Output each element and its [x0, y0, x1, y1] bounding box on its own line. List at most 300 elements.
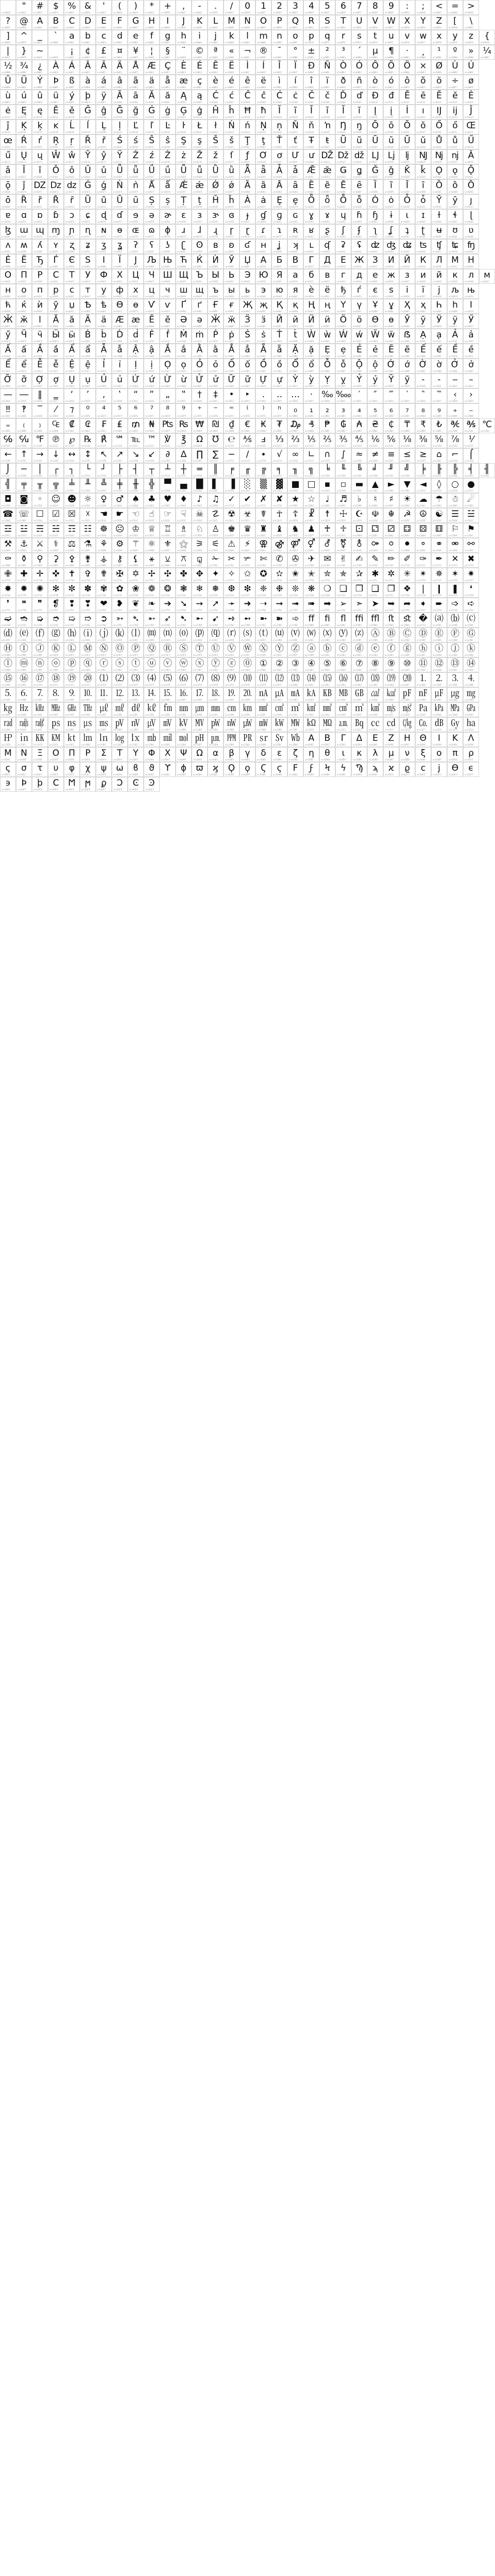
glyph-code-label: uni2489 [433, 684, 441, 686]
glyph-code-label: uni255E [417, 474, 425, 477]
glyph-character: Ⓢ [179, 643, 188, 654]
glyph-code-label: uni0287 [401, 235, 409, 238]
glyph-character: l [246, 31, 249, 41]
glyph-cell [399, 209, 415, 224]
glyph-cell [112, 388, 128, 403]
glyph-code-label: uni26AC [417, 549, 425, 552]
glyph-character: ć [229, 91, 234, 101]
glyph-character: Ŷ [85, 150, 91, 161]
glyph-character: ĕ [452, 91, 458, 101]
glyph-character: ₵ [388, 419, 394, 430]
glyph-code-label: uni24D5 [385, 654, 394, 656]
glyph-code-label: uni252C [145, 474, 154, 477]
glyph-code-label: uni0436 [385, 280, 394, 283]
glyph-cell [463, 657, 479, 672]
glyph-character: ӗ [165, 315, 170, 325]
glyph-cell [399, 134, 415, 149]
glyph-code-label: uni03FC [97, 788, 106, 791]
glyph-code-label: uni01E5 [353, 176, 362, 178]
glyph-code-label: uni212E [225, 445, 234, 447]
glyph-code-label: uni20AD [257, 430, 266, 432]
glyph-character: ȟ [229, 195, 234, 206]
glyph-character: 2 [277, 1, 282, 11]
glyph-code-label: uni0163 [257, 146, 266, 148]
glyph-code-label: uni1EA7 [49, 355, 58, 358]
glyph-character: ë [261, 76, 266, 86]
glyph-character: } [21, 46, 27, 56]
glyph-character: Ǜ [212, 165, 219, 176]
glyph-character: Ψ [180, 748, 187, 758]
glyph-character: ⚠ [227, 539, 236, 549]
glyph-character: Ё [21, 255, 27, 265]
glyph-cell [176, 747, 192, 762]
glyph-code-label: uni33A9 [417, 714, 425, 716]
glyph-character: ɐ [5, 210, 11, 221]
glyph-code-label: uni0281 [305, 235, 314, 238]
glyph-character: ѝ [37, 300, 43, 310]
glyph-cell [383, 164, 399, 179]
glyph-cell [367, 314, 383, 329]
glyph-character: ŧ [326, 135, 329, 146]
glyph-cell [255, 613, 271, 628]
glyph-code-label: uni01DE [241, 176, 250, 178]
glyph-character: ₉ [437, 404, 441, 415]
glyph-code-label: uni0437 [401, 280, 409, 283]
glyph-code-label: uni0496 [241, 310, 250, 313]
glyph-character: ʩ [467, 240, 475, 250]
glyph-cell [176, 732, 192, 747]
glyph-cell [176, 134, 192, 149]
glyph-character: Ỳ [293, 375, 298, 385]
glyph-character: ʚ [228, 240, 235, 250]
glyph-code-label: uni0272 [65, 235, 74, 238]
glyph-cell [271, 553, 287, 568]
glyph-character: ╙ [340, 464, 346, 474]
glyph-cell [463, 30, 479, 45]
glyph-cell [0, 0, 16, 15]
glyph-character: ) [134, 1, 138, 11]
glyph-character: ‷ [437, 389, 441, 400]
glyph-character: ➽ [276, 614, 283, 624]
glyph-code-label: uni2552 [225, 474, 234, 477]
glyph-cell [240, 284, 255, 299]
glyph-code-label: uni2026 [289, 400, 298, 402]
glyph-code-label: uni0420 [33, 280, 42, 283]
glyph-code-label: uni2035 [401, 400, 409, 402]
glyph-code-label: uni27A5 [385, 609, 394, 612]
glyph-code-label: uni0206 [337, 191, 346, 193]
glyph-cell [160, 493, 176, 508]
glyph-cell [64, 284, 80, 299]
glyph-code-label: uni0231 [417, 206, 425, 208]
glyph-character: ŗ [70, 135, 74, 146]
glyph-character: ▓ [276, 479, 283, 489]
glyph-cell [303, 598, 319, 613]
glyph-character: ⑲ [67, 673, 76, 684]
glyph-code-label: uni208C [2, 430, 10, 432]
glyph-cell [287, 418, 303, 433]
glyph-cell [128, 284, 144, 299]
glyph-cell [351, 717, 367, 732]
glyph-cell [208, 329, 224, 344]
glyph-cell [192, 657, 208, 672]
glyph-cell [144, 45, 160, 60]
glyph-character: ⌠ [469, 449, 473, 460]
glyph-cell [16, 0, 32, 15]
glyph-cell [192, 613, 208, 628]
glyph-cell [160, 642, 176, 657]
glyph-character: ṗ [229, 330, 234, 340]
glyph-cell [144, 717, 160, 732]
glyph-code-label: uni0151 [449, 131, 457, 133]
glyph-code-label: uni27BB [241, 624, 250, 626]
glyph-cell [192, 598, 208, 613]
glyph-cell [224, 120, 240, 134]
glyph-code-label: uni01FF [225, 191, 234, 193]
glyph-code-label: uni0274 [97, 235, 106, 238]
glyph-cell [335, 448, 351, 463]
glyph-code-label: uni012A [305, 116, 314, 118]
glyph-character: Ġ [148, 106, 156, 116]
glyph-code-label: uni2699 [113, 549, 122, 552]
glyph-code-label: uni24CD [257, 654, 266, 656]
glyph-code-label: uni0251 [18, 221, 26, 223]
glyph-code-label: uni0022 [18, 11, 26, 14]
glyph-character [48, 46, 63, 57]
glyph-cell [0, 568, 16, 583]
glyph-cell [64, 717, 80, 732]
glyph-character: Ȋ [405, 180, 408, 191]
glyph-code-label: uni00A8 [177, 56, 186, 59]
glyph-cell [176, 613, 192, 628]
glyph-cell [208, 598, 224, 613]
glyph-code-label: uni028A [449, 235, 457, 238]
glyph-character: ⑬ [451, 658, 459, 669]
glyph-code-label: uni2488 [417, 684, 425, 686]
glyph-code-label: uni0168 [337, 146, 346, 148]
glyph-code-label: uni2630 [449, 519, 457, 522]
glyph-character: η [309, 748, 314, 758]
glyph-code-label: uni01D0 [33, 176, 42, 178]
glyph-cell [447, 30, 463, 45]
glyph-cell [287, 433, 303, 448]
glyph-cell [64, 732, 80, 747]
glyph-character: ɜ [197, 210, 202, 221]
glyph-character: Ȓ [53, 195, 59, 206]
glyph-cell [351, 45, 367, 60]
glyph-cell [0, 418, 16, 433]
glyph-code-label: uni01E4 [337, 176, 346, 178]
glyph-code-label: uni042A [193, 280, 202, 283]
glyph-cell [447, 463, 463, 478]
glyph-code-label: uni00DA [465, 71, 473, 74]
glyph-cell [80, 717, 96, 732]
glyph-code-label: uni03DF [337, 773, 346, 776]
glyph-cell [0, 478, 16, 493]
glyph-cell [447, 418, 463, 433]
glyph-cell [447, 120, 463, 134]
glyph-cell [16, 314, 32, 329]
glyph-code-label: uni1EB1 [209, 355, 218, 358]
glyph-code-label: uni1EC8 [97, 370, 106, 372]
glyph-character: Я [276, 270, 283, 280]
glyph-code-label: uni1EC3 [18, 370, 26, 372]
glyph-character: Ậ [132, 345, 139, 355]
glyph-character: ў [53, 300, 59, 310]
glyph-code-label: uni2622 [225, 519, 234, 522]
glyph-cell [48, 478, 64, 493]
glyph-cell [128, 329, 144, 344]
glyph-cell [32, 329, 48, 344]
glyph-cell [16, 508, 32, 523]
glyph-character: Ĺ [69, 121, 75, 131]
glyph-cell [192, 478, 208, 493]
glyph-cell [463, 403, 479, 418]
glyph-character: ㏛ [259, 733, 268, 743]
glyph-character: ㎵ [131, 718, 140, 728]
glyph-character: ﬁ [325, 614, 330, 624]
glyph-code-label: uni2568 [81, 489, 90, 492]
glyph-cell [399, 463, 415, 478]
glyph-cell [335, 0, 351, 15]
glyph-cell [383, 672, 399, 687]
glyph-character: Ỷ [356, 375, 362, 385]
glyph-character: ㎂ [275, 688, 284, 699]
glyph-character: ℡ [131, 434, 141, 445]
glyph-code-label: uni014E [401, 131, 409, 133]
glyph-character: ★ [291, 494, 300, 504]
glyph-code-label: uni00DB [2, 86, 10, 89]
glyph-character: │ [37, 464, 43, 474]
glyph-cell [224, 75, 240, 90]
glyph-cell [447, 134, 463, 149]
glyph-character: ➝ [260, 599, 267, 609]
glyph-character: В [292, 255, 299, 265]
glyph-cell [208, 568, 224, 583]
glyph-code-label: uni01A0 [257, 161, 266, 163]
glyph-code-label: uni24B6 [369, 639, 378, 641]
glyph-code-label: uni1EE9 [145, 385, 154, 387]
glyph-character: ♜ [259, 524, 268, 534]
glyph-character: ⅜ [419, 434, 428, 445]
glyph-cell [287, 478, 303, 493]
glyph-code-label: uni3390 [18, 714, 26, 716]
glyph-character: ☨ [325, 509, 330, 519]
glyph-character: б [309, 270, 314, 280]
glyph-code-label: uni24DB [2, 669, 10, 671]
glyph-character: ϳ [438, 763, 440, 773]
glyph-code-label: uni2495 [145, 699, 154, 701]
glyph-code-label: uni2103 [481, 430, 489, 432]
glyph-character: ľ [150, 121, 153, 131]
glyph-character: ϴ [451, 763, 459, 773]
glyph-character: ą [197, 91, 202, 101]
glyph-code-label: uni03A8 [177, 758, 186, 761]
glyph-character: ☳ [20, 524, 28, 534]
glyph-code-label: uni0454 [369, 295, 378, 298]
glyph-code-label: uni25AC [353, 489, 362, 492]
glyph-cell [224, 134, 240, 149]
glyph-cell [144, 628, 160, 642]
glyph-code-label: uni246A [417, 669, 425, 671]
glyph-character: й [436, 270, 442, 280]
glyph-code-label: uni2745 [209, 594, 218, 597]
glyph-cell [351, 239, 367, 254]
glyph-code-label: uni2721 [129, 579, 138, 582]
glyph-character: ♥ [163, 494, 172, 504]
glyph-character: ⚹ [149, 554, 155, 564]
glyph-character: ɨ [390, 210, 392, 221]
glyph-code-label: uni026D [465, 221, 473, 223]
glyph-character: ° [293, 46, 298, 56]
glyph-cell [128, 254, 144, 269]
glyph-cell [319, 613, 335, 628]
glyph-code-label: uni0268 [385, 221, 394, 223]
glyph-code-label: uni208A [449, 415, 457, 417]
glyph-character: T [340, 16, 346, 26]
glyph-cell [463, 239, 479, 254]
glyph-code-label: uni25B2 [369, 489, 378, 492]
glyph-character: Ź [132, 150, 139, 161]
glyph-code-label: uni006B [225, 41, 234, 44]
glyph-code-label: uni01CD [465, 161, 473, 163]
glyph-cell [431, 120, 447, 134]
glyph-code-label: uni26B4 [65, 564, 74, 567]
glyph-cell [303, 45, 319, 60]
glyph-cell [48, 508, 64, 523]
glyph-cell [128, 508, 144, 523]
glyph-code-label: uni00A1 [65, 56, 74, 59]
glyph-character: Ợ [36, 375, 44, 385]
glyph-character: ⚛ [147, 539, 156, 549]
glyph-cell [431, 433, 447, 448]
glyph-code-label: uni339A [177, 714, 186, 716]
glyph-code-label: uni0284 [353, 235, 362, 238]
glyph-code-label: uni03C2 [2, 773, 10, 776]
glyph-code-label: uni2556 [289, 474, 298, 477]
glyph-cell [399, 374, 415, 388]
glyph-cell [64, 523, 80, 538]
glyph-code-label: uni00B4 [353, 56, 362, 59]
glyph-cell [431, 463, 447, 478]
glyph-code-label: uni24C6 [145, 654, 154, 656]
glyph-code-label: uniFB01 [321, 624, 330, 626]
glyph-character: ⚘ [99, 539, 108, 549]
glyph-cell [176, 30, 192, 45]
glyph-code-label: uni0229 [289, 206, 298, 208]
glyph-code-label: uni006D [257, 41, 266, 44]
glyph-character: ⚤ [290, 539, 301, 549]
glyph-cell [112, 15, 128, 30]
glyph-code-label: uni0113 [417, 101, 425, 104]
glyph-cell [96, 463, 112, 478]
glyph-code-label: uni0040 [18, 26, 26, 29]
glyph-cell [96, 777, 112, 792]
glyph-character: Ỉ [102, 360, 105, 370]
glyph-cell [271, 179, 287, 194]
glyph-code-label: uni33AA [433, 714, 441, 716]
glyph-cell [16, 403, 32, 418]
glyph-character: j [214, 31, 217, 41]
glyph-cell [367, 134, 383, 149]
glyph-cell [224, 523, 240, 538]
glyph-character: Ȭ [339, 195, 347, 206]
glyph-code-label: uni1ECA [129, 370, 138, 372]
glyph-code-label: uni2482 [321, 684, 330, 686]
glyph-character: ⅘ [355, 434, 364, 445]
glyph-character: ḋ [133, 330, 139, 340]
glyph-cell [144, 672, 160, 687]
glyph-cell [383, 613, 399, 628]
glyph-cell [399, 344, 415, 359]
glyph-cell [0, 164, 16, 179]
glyph-code-label: uni265D [273, 534, 282, 537]
glyph-cell [224, 194, 240, 209]
glyph-character: ǐ [39, 165, 41, 176]
glyph-character: ǹ [133, 180, 139, 191]
glyph-cell [112, 45, 128, 60]
glyph-character: ㏉ [451, 718, 459, 728]
glyph-cell [80, 134, 96, 149]
glyph-cell [16, 388, 32, 403]
glyph-character: ⚦ [323, 539, 331, 549]
glyph-code-label: uni0227 [257, 206, 266, 208]
glyph-character: ℆ [19, 434, 29, 445]
glyph-cell [351, 134, 367, 149]
glyph-cell [255, 418, 271, 433]
glyph-code-label: uni00C0 [49, 71, 58, 74]
glyph-character: ❄ [196, 584, 203, 594]
glyph-character: ŋ [356, 121, 362, 131]
glyph-cell [144, 374, 160, 388]
glyph-character: ❥ [116, 599, 124, 609]
glyph-code-label: uni2656 [161, 534, 170, 537]
glyph-code-label: uni03B3 [241, 758, 250, 761]
glyph-code-label: uni2763 [81, 609, 90, 612]
glyph-code-label: uni002B [161, 11, 170, 14]
glyph-cell [64, 105, 80, 120]
glyph-code-label: uni03C6 [65, 773, 74, 776]
glyph-character: h [181, 31, 186, 41]
glyph-code-label: uni1E82 [337, 340, 346, 343]
glyph-character: ㏘ [211, 733, 220, 743]
glyph-character: ⒢ [52, 629, 60, 639]
glyph-character: ⒗ [179, 688, 188, 699]
glyph-code-label: uni1EB6 [289, 355, 298, 358]
glyph-character: - [198, 1, 201, 11]
glyph-character: ¶ [388, 46, 394, 56]
glyph-code-label: uni04B3 [417, 310, 425, 313]
glyph-cell [287, 598, 303, 613]
glyph-code-label: uni2663 [145, 504, 154, 507]
glyph-character: ㎲ [83, 718, 92, 728]
glyph-code-label: uni24E4 [145, 669, 154, 671]
glyph-code-label: uni338B [417, 699, 425, 701]
glyph-cell [176, 762, 192, 777]
glyph-character: ⚺ [164, 554, 171, 564]
glyph-cell [351, 642, 367, 657]
glyph-code-label: uni2100 [449, 430, 457, 432]
glyph-cell [112, 747, 128, 762]
glyph-cell [16, 598, 32, 613]
glyph-character: b [85, 31, 91, 41]
glyph-code-label: uni0056 [369, 26, 378, 29]
glyph-character: ﬀ [308, 614, 315, 624]
glyph-character: ‥ [276, 389, 283, 400]
glyph-character: ☁ [419, 494, 428, 504]
glyph-cell [160, 717, 176, 732]
glyph-code-label: uni0417 [369, 265, 378, 268]
